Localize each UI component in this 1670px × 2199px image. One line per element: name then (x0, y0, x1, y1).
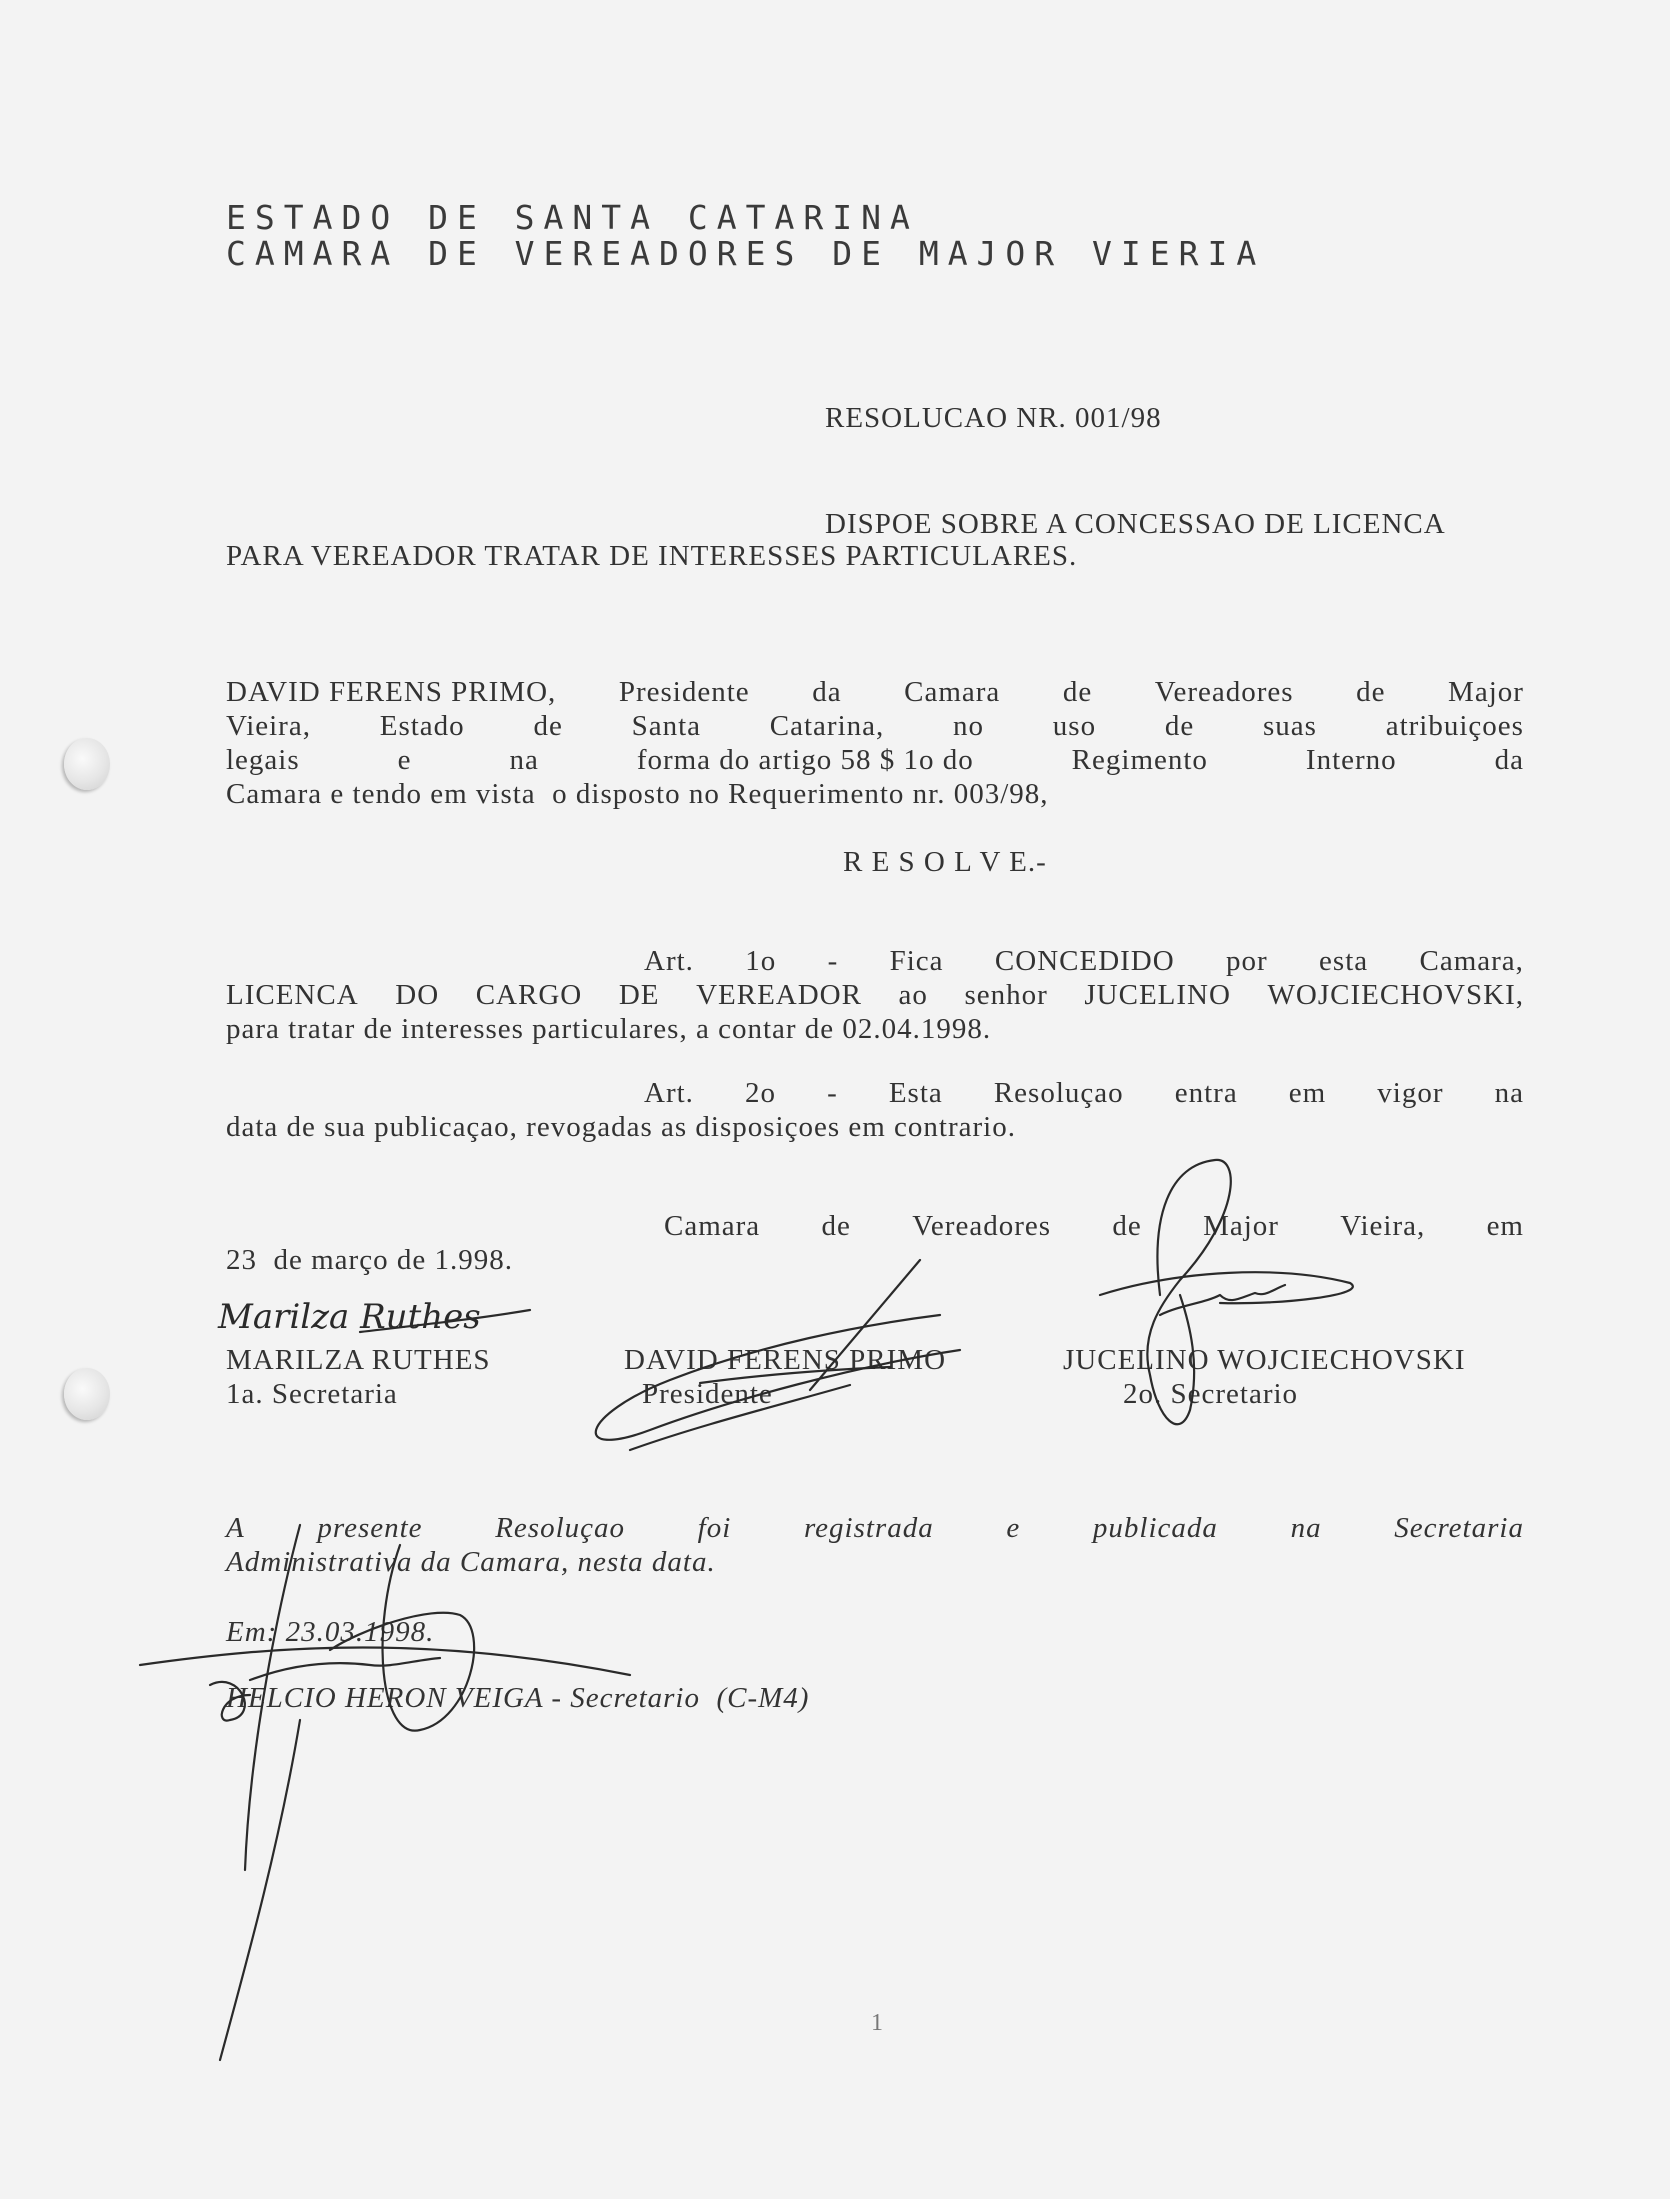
preamble-line-1: DAVID FERENS PRIMO, Presidente da Camara de Vereadores de Major (226, 676, 1524, 708)
signature-marilza (210, 1280, 550, 1350)
article-2-line-1: Art. 2o - Esta Resoluçao entra em vigor na (644, 1077, 1524, 1109)
preamble-line-2: Vieira, Estado de Santa Catarina, no uso de suas atribuiçoes (226, 710, 1524, 742)
signatory-1-name: MARILZA RUTHES (226, 1344, 491, 1376)
signature-jucelino (1040, 1155, 1370, 1445)
article-1-line-1: Art. 1o - Fica CONCEDIDO por esta Camara, (644, 945, 1524, 977)
signature-president (560, 1255, 990, 1465)
article-2-line-2: data de sua publicaçao, revogadas as disposiçoes em contrario. (226, 1111, 1016, 1143)
signatory-2-name: DAVID FERENS PRIMO (624, 1344, 947, 1376)
resolve-heading: R E S O L V E.- (843, 846, 1047, 878)
preamble-line-4: Camara e tendo em vista o disposto no Requerimento nr. 003/98, (226, 778, 1049, 810)
header-state: ESTADO DE SANTA CATARINA (226, 198, 919, 237)
signatory-2-role: Presidente (642, 1378, 773, 1410)
resolution-number: RESOLUCAO NR. 001/98 (825, 402, 1162, 434)
resolution-ementa-line-1: DISPOE SOBRE A CONCESSAO DE LICENCA (825, 508, 1446, 540)
article-1-line-2: LICENCA DO CARGO DE VEREADOR ao senhor JUCELINO WOJCIECHOVSKI, (226, 979, 1524, 1011)
punch-hole-top (64, 738, 110, 790)
closing-line-1: Camara de Vereadores de Major Vieira, em (664, 1210, 1524, 1242)
article-1-line-3: para tratar de interesses particulares, a contar de 02.04.1998. (226, 1013, 992, 1045)
registration-signer: HELCIO HERON VEIGA - Secretario (C-M4) (226, 1682, 810, 1714)
punch-hole-bottom (64, 1368, 110, 1420)
signatory-3-name: JUCELINO WOJCIECHOVSKI (1063, 1344, 1466, 1376)
signature-helcio-tail (200, 1720, 320, 2080)
signature-marilza-text: Marilza Ruthes (218, 1297, 481, 1337)
registration-line-1: A presente Resoluçao foi registrada e publicada na Secretaria (226, 1512, 1524, 1544)
registration-line-2: Administrativa da Camara, nesta data. (226, 1546, 716, 1578)
signatory-3-role: 2o. Secretario (1123, 1378, 1299, 1410)
registration-date: Em: 23.03.1998. (226, 1616, 435, 1648)
page-number: 1 (871, 2010, 883, 2036)
resolution-ementa-line-2: PARA VEREADOR TRATAR DE INTERESSES PARTICULARES. (226, 540, 1078, 572)
preamble-line-3: legais e na forma do artigo 58 $ 1o do Regimento Interno da (226, 744, 1524, 776)
header-chamber: CAMARA DE VEREADORES DE MAJOR VIERIA (226, 234, 1266, 273)
signatory-1-role: 1a. Secretaria (226, 1378, 398, 1410)
closing-line-2: 23 de março de 1.998. (226, 1244, 513, 1276)
